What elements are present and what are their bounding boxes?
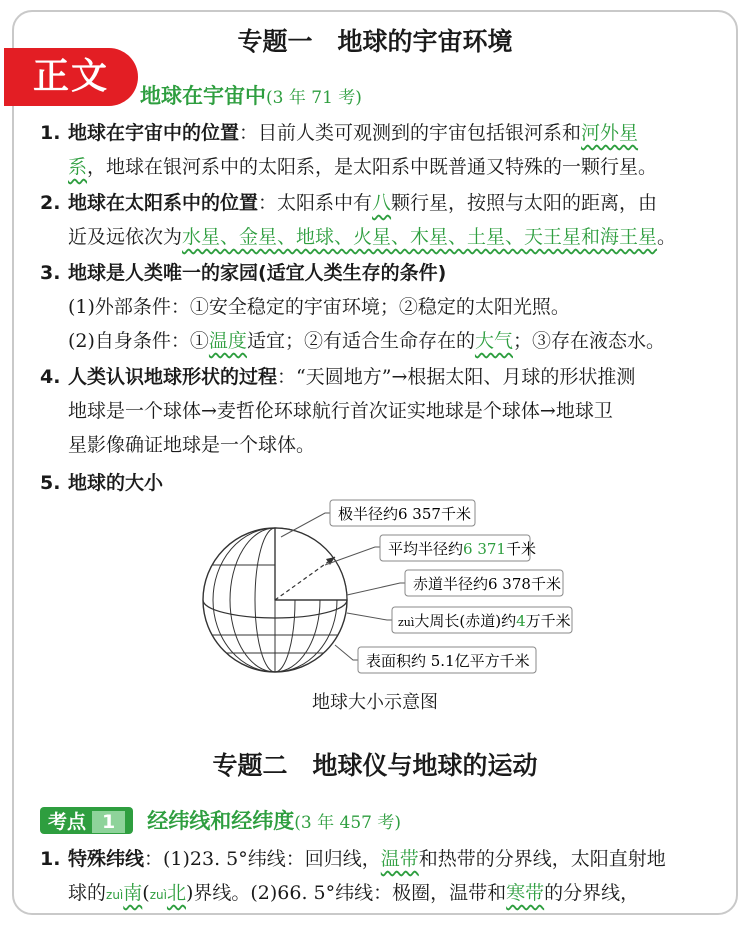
- itemb1-text6: 的分界线，: [544, 882, 640, 904]
- item2-head: 地球在太阳系中的位置: [68, 192, 259, 214]
- item2-green1: 八: [372, 192, 392, 214]
- item2-text3: 近及远依次为: [68, 226, 183, 248]
- item3-line3: [68, 326, 750, 353]
- item2-text1: ：太阳系中有: [258, 192, 373, 214]
- item3-text-c: ；③存在液态水。: [512, 330, 665, 352]
- item2-line1: [40, 188, 730, 215]
- itemb1-pinyin1: zuì: [106, 888, 124, 902]
- item5-line1: [40, 468, 730, 495]
- kaodian-tag: [40, 807, 133, 834]
- label-mean: 平均半径约6 371千米: [388, 540, 536, 558]
- section2-label: 经纬线和经纬度: [147, 809, 295, 833]
- item4-text1: ：“天圆地方”→根据太阳、月球的形状推测: [277, 366, 636, 388]
- topic1-title: 专题一 地球的宇宙环境: [237, 27, 513, 56]
- label-circumference: zuì大周长(赤道)约4万千米: [398, 612, 571, 630]
- item3-head: 地球是人类唯一的家园(适宜人类生存的条件): [68, 262, 447, 284]
- badge-zhengwen: 正文: [4, 48, 138, 106]
- item2-num: 2.: [40, 192, 61, 214]
- item5-num: 5.: [40, 472, 61, 494]
- item1-text2: ，地球在银河系中的太阳系，是太阳系中既普通又特殊的一颗行星。: [87, 156, 658, 178]
- item1-green1: 河外星: [581, 122, 639, 144]
- section1-meta: (3 年 71 考): [266, 88, 362, 108]
- item3-line1: [40, 258, 730, 285]
- itemb1-green3: 北: [166, 882, 186, 904]
- itemb1-text2: 和热带的分界线，太阳直射地: [418, 848, 666, 870]
- itemb1-green4: 寒带: [506, 882, 545, 904]
- itemb1-text4: (: [142, 882, 150, 904]
- section2-heading: [40, 805, 401, 835]
- item2-line2: [68, 222, 750, 249]
- item4-head: 人类认识地球形状的过程: [68, 366, 278, 388]
- item1-line1: [40, 118, 730, 145]
- item4-line2: 地球是一个球体→麦哲伦环球航行首次证实地球是个球体→地球卫: [68, 400, 613, 422]
- itemb1-text1: ：(1)23. 5°纬线：回归线，: [144, 848, 381, 870]
- itemb1-line1: [40, 844, 730, 871]
- label-equatorial: 赤道半径约6 378千米: [413, 575, 561, 593]
- kaodian-label: 考点: [48, 811, 87, 833]
- figure-caption: 地球大小示意图: [312, 692, 438, 713]
- item5-head: 地球的大小: [68, 472, 164, 494]
- label-area: 表面积约 5.1亿平方千米: [366, 652, 530, 670]
- itemb1-line2: [68, 878, 750, 905]
- item4-line3: 星影像确证地球是一个球体。: [68, 434, 316, 456]
- itemb1-num: 1.: [40, 848, 61, 870]
- itemb1-green1: 温带: [380, 848, 419, 870]
- section2-meta: (3 年 457 考): [294, 813, 401, 833]
- globe-drawing: [203, 528, 347, 672]
- item1-green2: 系: [68, 156, 88, 178]
- itemb1-green2: 南: [123, 882, 143, 904]
- item1-num: 1.: [40, 122, 61, 144]
- item3-green2: 大气: [474, 330, 513, 352]
- item1-head: 地球在宇宙中的位置: [68, 122, 240, 144]
- item2-text2: 颗行星，按照与太阳的距离，由: [391, 192, 658, 214]
- section1-label: 地球在宇宙中: [140, 84, 266, 108]
- item4-num: 4.: [40, 366, 61, 388]
- itemb1-pinyin2: zuì: [149, 888, 167, 902]
- item3-green1: 温度: [208, 330, 247, 352]
- section1-heading: [140, 80, 362, 110]
- itemb1-head: 特殊纬线: [68, 848, 145, 870]
- item3-text-b: 适宜；②有适合生命存在的: [246, 330, 475, 352]
- itemb1-text5: )界线。(2)66. 5°纬线：极圈，温带和: [185, 882, 507, 904]
- topic2-title: 专题二 地球仪与地球的运动: [212, 751, 538, 780]
- item1-text1: ：目前人类可观测到的宇宙包括银河系和: [239, 122, 582, 144]
- itemb1-text3: 球的: [68, 882, 107, 904]
- item3-line2: (1)外部条件：①安全稳定的宇宙环境；②稳定的太阳光照。: [68, 296, 570, 318]
- kaodian-num: 1: [92, 811, 125, 833]
- item2-green2: 水星、金星、地球、火星、木星、土星、天王星和海王星: [182, 226, 658, 248]
- label-polar: 极半径约6 357千米: [338, 505, 471, 523]
- item4-line1: [40, 362, 730, 389]
- item3-num: 3.: [40, 262, 61, 284]
- earth-size-figure: [195, 495, 595, 685]
- item1-line2: [68, 152, 750, 179]
- item2-text4: 。: [657, 226, 677, 248]
- item3-text-a: (2)自身条件：①: [68, 330, 209, 352]
